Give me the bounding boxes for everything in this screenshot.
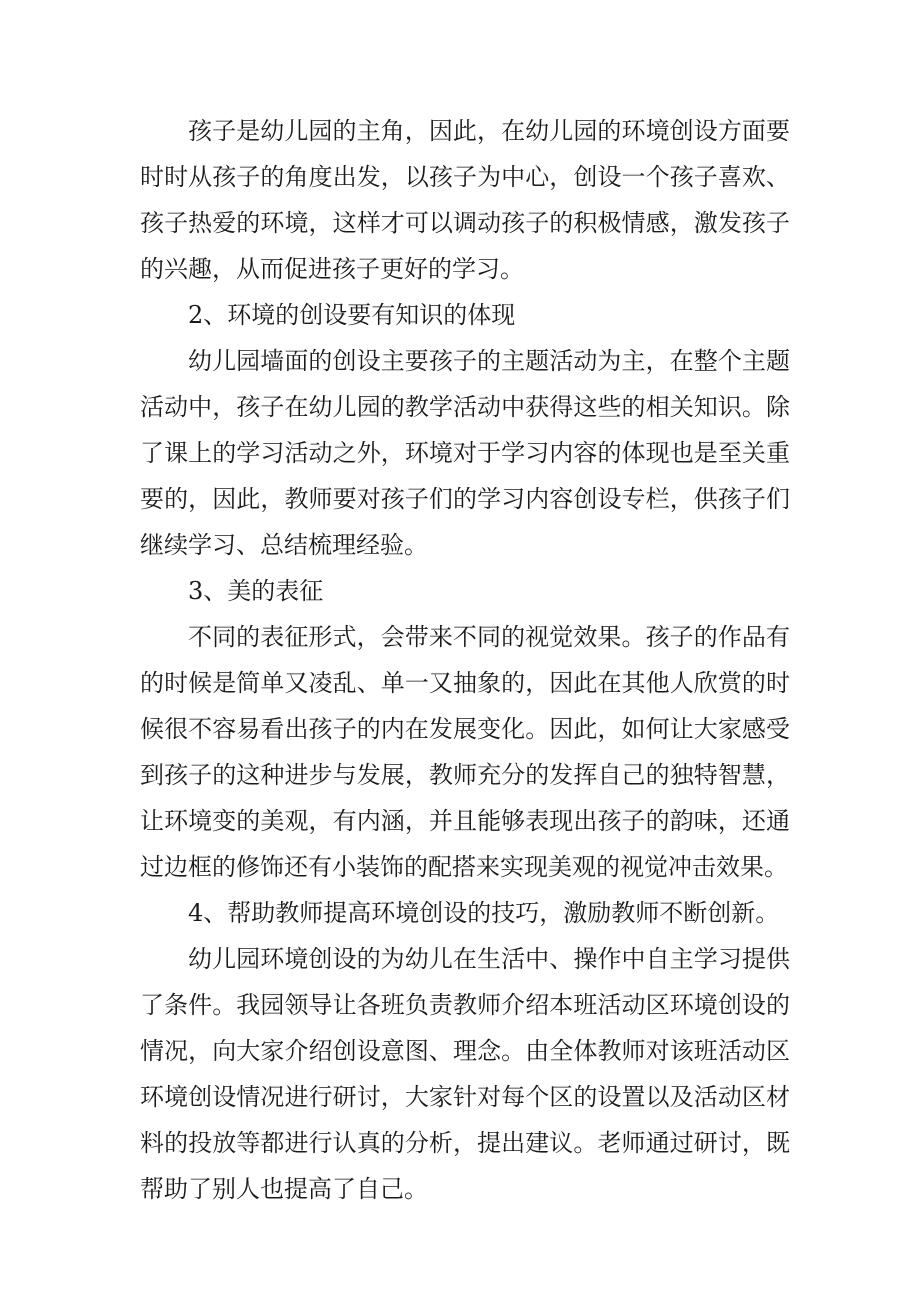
paragraph-intro: 孩子是幼儿园的主角，因此，在幼儿园的环境创设方面要时时从孩子的角度出发，以孩子为中心，创设一个孩子喜欢、孩子热爱的环境，这样才可以调动孩子的积极情感，激发孩子的兴趣，从而促进孩子更好的学习。 [140, 117, 790, 283]
paragraph-skills: 幼儿园环境创设的为幼儿在生活中、操作中自主学习提供了条件。我园领导让各班负责教师介绍本班活动区环境创设的情况，向大家介绍创设意图、理念。由全体教师对该班活动区环境创设情况进行研讨，大家针对每个区的设置以及活动区材料的投放等都进行认真的分析，提出建议。老师通过研讨，既帮助了别人也提高了自己。 [140, 945, 790, 1203]
paragraph-knowledge: 幼儿园墙面的创设主要孩子的主题活动为主，在整个主题活动中，孩子在幼儿园的教学活动中获得这些的相关知识。除了课上的学习活动之外，环境对于学习内容的体现也是至关重要的，因此，教师要对孩子们的学习内容创设专栏，供孩子们继续学习、总结梳理经验。 [140, 347, 790, 559]
document-body [140, 108, 790, 1212]
heading-skills: 4、帮助教师提高环境创设的技巧，激励教师不断创新。 [188, 899, 780, 927]
paragraph-beauty: 不同的表征形式，会带来不同的视觉效果。孩子的作品有的时候是简单又凌乱、单一又抽象的，因此在其他人欣赏的时候很不容易看出孩子的内在发展变化。因此，如何让大家感受到孩子的这种进步与发展，教师充分的发挥自己的独特智慧，让环境变的美观，有内涵，并且能够表现出孩子的韵味，还通过边框的修饰还有小装饰的配搭来实现美观的视觉冲击效果。 [140, 623, 790, 881]
heading-beauty: 3、美的表征 [188, 577, 324, 605]
heading-knowledge: 2、环境的创设要有知识的体现 [188, 301, 516, 329]
